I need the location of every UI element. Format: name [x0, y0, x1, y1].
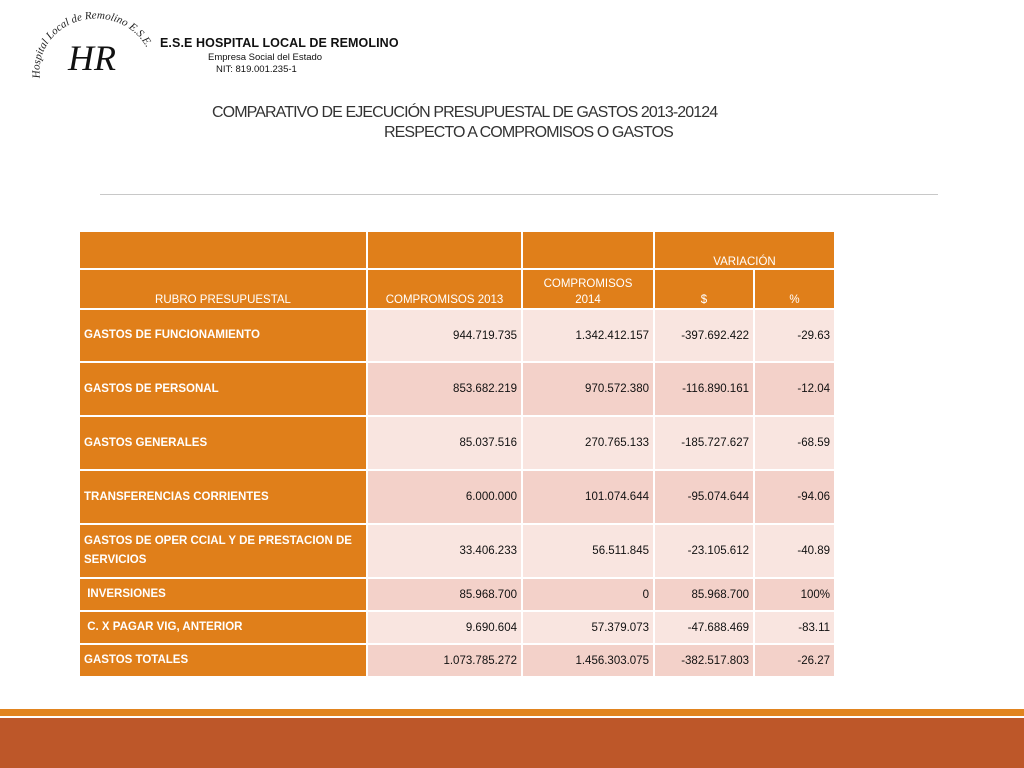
row-variacion-pct: -29.63 — [754, 309, 835, 362]
table-header-row-2 — [79, 269, 835, 309]
title-divider — [100, 194, 938, 195]
row-variacion-abs: -116.890.161 — [654, 362, 754, 416]
row-rubro: INVERSIONES — [79, 578, 367, 611]
row-variacion-abs: -95.074.644 — [654, 470, 754, 524]
header-compromisos-2014 — [522, 269, 654, 309]
budget-table — [78, 230, 836, 678]
table-row — [79, 309, 835, 362]
row-rubro: GASTOS DE OPER CCIAL Y DE PRESTACION DE SERVICIOS — [79, 524, 367, 578]
header-cell — [522, 231, 654, 269]
row-rubro: GASTOS DE FUNCIONAMIENTO — [79, 309, 367, 362]
row-compromisos-2014: 101.074.644 — [522, 470, 654, 524]
header-cell — [79, 231, 367, 269]
row-variacion-abs: 85.968.700 — [654, 578, 754, 611]
organization-subtitle: Empresa Social del Estado — [208, 52, 323, 63]
table-row — [79, 470, 835, 524]
header-compromisos-2013: COMPROMISOS 2013 — [367, 269, 522, 309]
row-compromisos-2014: 1.342.412.157 — [522, 309, 654, 362]
row-rubro: GASTOS DE PERSONAL — [79, 362, 367, 416]
organization-header — [160, 36, 399, 75]
logo-monogram: HR — [68, 38, 116, 78]
row-variacion-pct: -12.04 — [754, 362, 835, 416]
row-compromisos-2013: 33.406.233 — [367, 524, 522, 578]
header-cell — [367, 231, 522, 269]
footer-accent-stripe — [0, 709, 1024, 716]
header-variacion-pct: % — [754, 269, 835, 309]
row-variacion-pct: -26.27 — [754, 644, 835, 677]
row-compromisos-2014: 56.511.845 — [522, 524, 654, 578]
row-variacion-abs: -382.517.803 — [654, 644, 754, 677]
organization-name: E.S.E HOSPITAL LOCAL DE REMOLINO — [160, 36, 399, 50]
table-row — [79, 362, 835, 416]
logo-arc-text: Hospital Local de Remolino E.S.E. — [30, 12, 155, 79]
table-row — [79, 611, 835, 644]
row-compromisos-2014: 57.379.073 — [522, 611, 654, 644]
row-rubro: TRANSFERENCIAS CORRIENTES — [79, 470, 367, 524]
row-variacion-abs: -397.692.422 — [654, 309, 754, 362]
row-compromisos-2014: 270.765.133 — [522, 416, 654, 470]
row-compromisos-2013: 9.690.604 — [367, 611, 522, 644]
row-rubro: C. X PAGAR VIG, ANTERIOR — [79, 611, 367, 644]
row-compromisos-2013: 944.719.735 — [367, 309, 522, 362]
row-compromisos-2013: 6.000.000 — [367, 470, 522, 524]
row-variacion-abs: -47.688.469 — [654, 611, 754, 644]
row-compromisos-2013: 85.037.516 — [367, 416, 522, 470]
hospital-logo — [28, 12, 158, 90]
header-compromisos-2014-line2: 2014 — [575, 294, 601, 306]
row-compromisos-2014: 0 — [522, 578, 654, 611]
row-compromisos-2014: 970.572.380 — [522, 362, 654, 416]
row-variacion-pct: -83.11 — [754, 611, 835, 644]
header-compromisos-2014-line1: COMPROMISOS — [543, 278, 633, 290]
header-variacion: VARIACIÓN — [654, 231, 835, 269]
header-variacion-abs: $ — [654, 269, 754, 309]
row-variacion-abs: -23.105.612 — [654, 524, 754, 578]
row-variacion-pct: -68.59 — [754, 416, 835, 470]
row-variacion-pct: -40.89 — [754, 524, 835, 578]
row-rubro: GASTOS TOTALES — [79, 644, 367, 677]
table-row — [79, 524, 835, 578]
table-row — [79, 416, 835, 470]
footer-band — [0, 718, 1024, 768]
row-variacion-abs: -185.727.627 — [654, 416, 754, 470]
row-compromisos-2013: 853.682.219 — [367, 362, 522, 416]
table-header-row-1 — [79, 231, 835, 269]
row-compromisos-2014: 1.456.303.075 — [522, 644, 654, 677]
header-rubro: RUBRO PRESUPUESTAL — [79, 269, 367, 309]
row-compromisos-2013: 1.073.785.272 — [367, 644, 522, 677]
title-line-2: RESPECTO A COMPROMISOS O GASTOS — [384, 124, 673, 141]
row-compromisos-2013: 85.968.700 — [367, 578, 522, 611]
title-line-1: COMPARATIVO DE EJECUCIÓN PRESUPUESTAL DE GASTOS 2013-20124 — [212, 104, 718, 121]
table-row — [79, 578, 835, 611]
row-variacion-pct: 100% — [754, 578, 835, 611]
row-rubro: GASTOS GENERALES — [79, 416, 367, 470]
table-row-total — [79, 644, 835, 677]
row-variacion-pct: -94.06 — [754, 470, 835, 524]
organization-nit: NIT: 819.001.235-1 — [216, 64, 297, 75]
